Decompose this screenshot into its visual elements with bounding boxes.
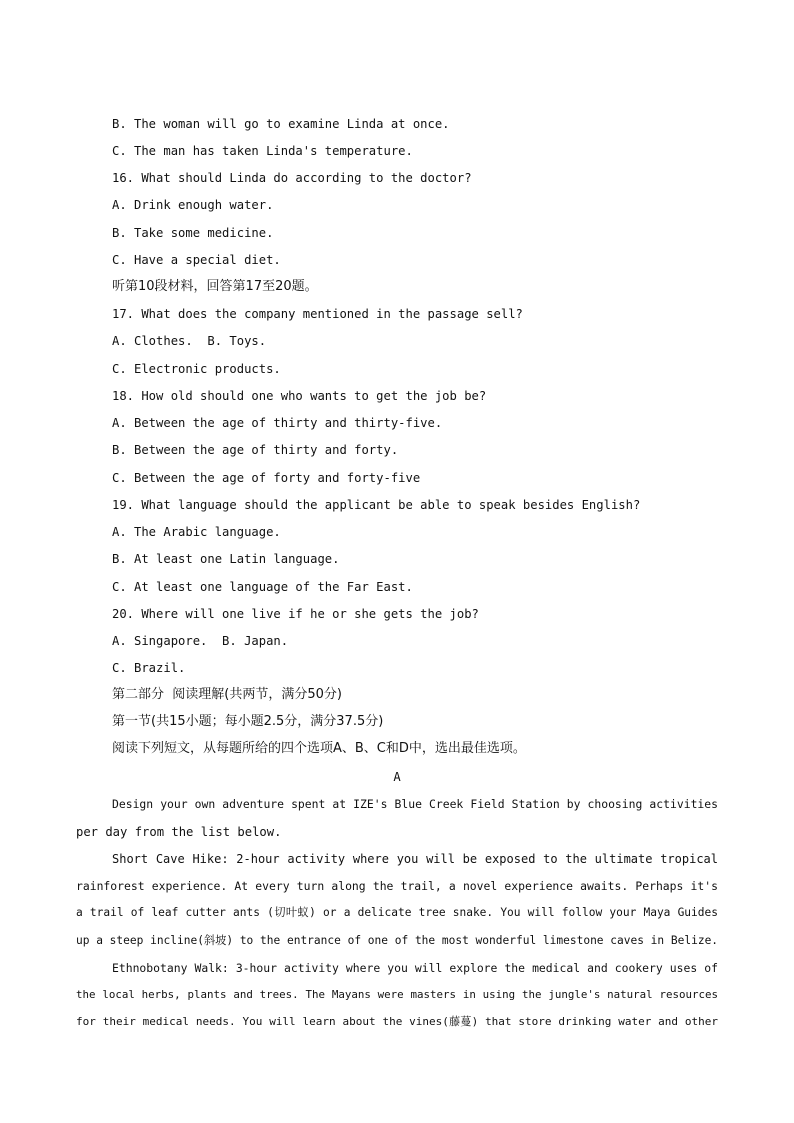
option-16c: C. Have a special diet. <box>112 253 281 267</box>
option-20c: C. Brazil. <box>112 661 186 675</box>
listening-instruction-10: 听第10段材料，回答第17至20题。 <box>112 279 318 294</box>
question-16: 16. What should Linda do according to the doctor? <box>112 171 472 185</box>
passage-line: Ethnobotany Walk: 3-hour activity where you will explore the medical and cookery uses of <box>112 961 718 975</box>
section-one-title: 第一节(共15小题；每小题2.5分，满分37.5分) <box>112 714 384 729</box>
option-19a: A. The Arabic language. <box>112 525 281 539</box>
part-two-title: 第二部分 阅读理解(共两节，满分50分) <box>112 687 342 702</box>
passage-label: A <box>393 770 401 784</box>
passage-line: per day from the list below. <box>76 825 282 839</box>
passage-line: a trail of leaf cutter ants (切叶蚁) or a delicate tree snake. You will follow your Maya Guides <box>76 906 718 919</box>
question-18: 18. How old should one who wants to get the job be? <box>112 389 487 403</box>
question-20: 20. Where will one live if he or she gets the job? <box>112 607 479 621</box>
option-18c: C. Between the age of forty and forty-five <box>112 471 421 485</box>
option-18b: B. Between the age of thirty and forty. <box>112 443 399 457</box>
option-17c: C. Electronic products. <box>112 362 281 376</box>
passage-line: the local herbs, plants and trees. The Mayans were masters in using the jungle's natural resources <box>76 988 718 1001</box>
passage-line: Short Cave Hike: 2-hour activity where you will be exposed to the ultimate tropical <box>112 852 718 866</box>
question-19: 19. What language should the applicant be able to speak besides English? <box>112 498 641 512</box>
option-19b: B. At least one Latin language. <box>112 552 340 566</box>
option-15b: B. The woman will go to examine Linda at once. <box>112 117 450 131</box>
passage-line: rainforest experience. At every turn along the trail, a novel experience awaits. Perhaps it's <box>76 879 718 893</box>
option-20ab: A. Singapore. B. Japan. <box>112 634 289 648</box>
option-18a: A. Between the age of thirty and thirty-five. <box>112 416 443 430</box>
option-15c: C. The man has taken Linda's temperature. <box>112 144 413 158</box>
option-19c: C. At least one language of the Far East. <box>112 580 413 594</box>
option-16b: B. Take some medicine. <box>112 226 274 240</box>
option-17ab: A. Clothes. B. Toys. <box>112 334 267 348</box>
reading-instructions: 阅读下列短文，从每题所给的四个选项A、B、C和D中，选出最佳选项。 <box>112 741 526 756</box>
option-16a: A. Drink enough water. <box>112 198 274 212</box>
question-17: 17. What does the company mentioned in the passage sell? <box>112 307 523 321</box>
passage-line: Design your own adventure spent at IZE's Blue Creek Field Station by choosing activities <box>112 797 718 811</box>
passage-line: up a steep incline(斜坡) to the entrance of one of the most wonderful limestone caves in Belize. <box>76 934 719 947</box>
passage-line: for their medical needs. You will learn about the vines(藤蔓) that store drinking water and other <box>76 1015 718 1028</box>
